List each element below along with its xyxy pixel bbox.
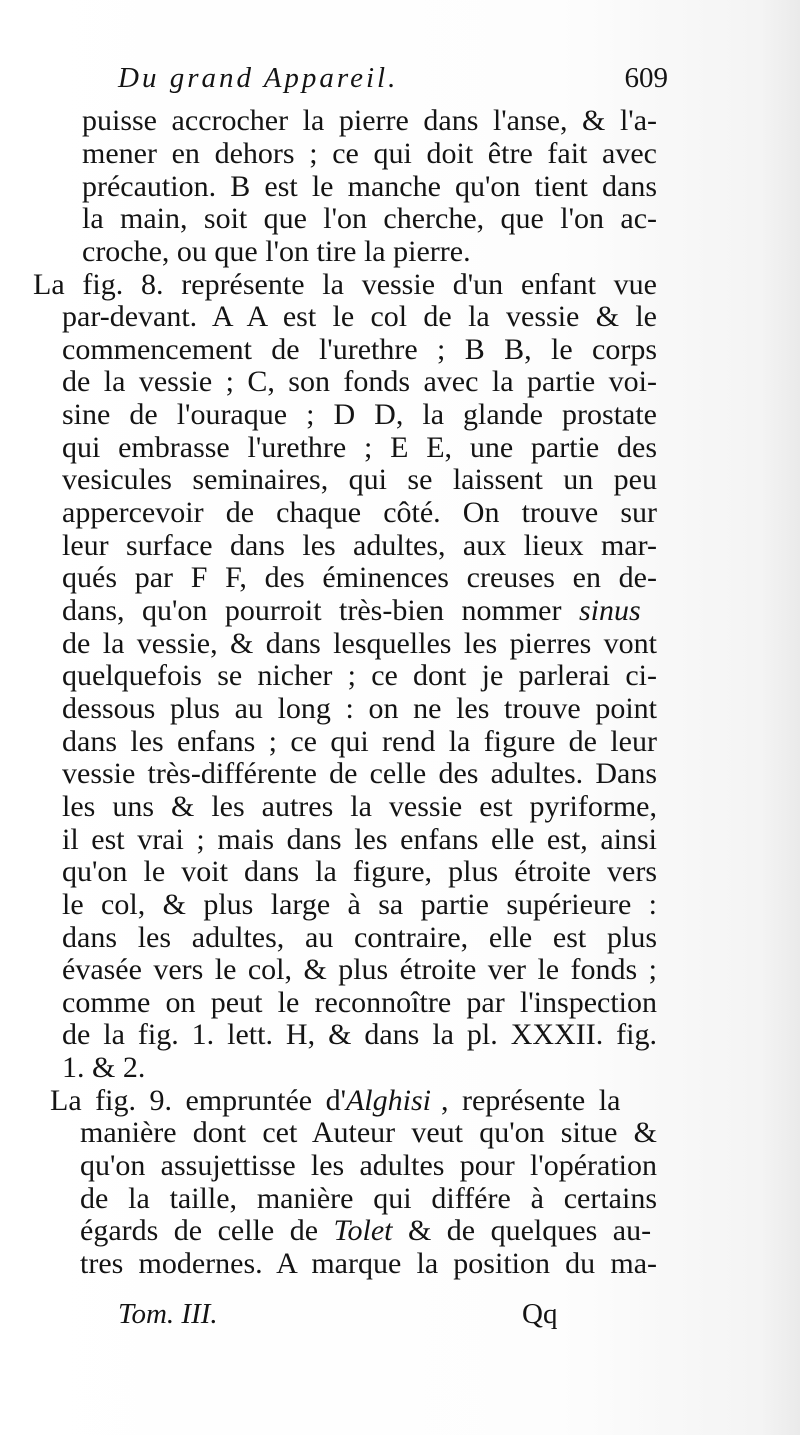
italic-name: Alghisi (345, 1084, 431, 1117)
text-line: il est vrai ; mais dans les enfans elle est, ainsi (62, 823, 657, 856)
text-line: sine de l'ouraque ; D D, la glande prostate (62, 398, 657, 431)
page-footer (118, 1298, 568, 1338)
text-line: de la taille, manière qui différe à certains (80, 1182, 657, 1215)
running-title: Du grand Appareil. (118, 62, 399, 94)
volume-label: Tom. III. (118, 1298, 218, 1330)
text-segment: dans, qu'on pourroit très-bien nommer (62, 594, 562, 627)
text-line: mener en dehors ; ce qui doit être fait avec (82, 137, 657, 170)
text-line: de la vessie, & dans lesquelles les pierres vont (62, 627, 657, 660)
running-header (118, 62, 668, 106)
text-line: manière dont cet Auteur veut qu'on situe & (80, 1116, 657, 1149)
text-line: qu'on assujettisse les adultes pour l'opération (80, 1149, 657, 1182)
paragraph-start-line: La fig. 8. représente la vessie d'un enfant vue (33, 268, 657, 301)
text-line (80, 1215, 657, 1248)
text-segment: , représente la (441, 1084, 621, 1117)
text-line: 1. & 2. (62, 1051, 146, 1084)
text-line: qu'on le voit dans la figure, plus étroite vers (62, 855, 657, 888)
text-line: dans les enfans ; ce qui rend la figure de leur (62, 725, 657, 758)
text-line: la main, soit que l'on cherche, que l'on ac- (82, 202, 657, 235)
italic-name: Tolet (333, 1214, 393, 1247)
text-line: croche, ou que l'on tire la pierre. (82, 235, 471, 268)
text-line: les uns & les autres la vessie est pyriforme, (62, 790, 657, 823)
text-line (62, 595, 657, 628)
text-segment: égards de celle de (80, 1214, 319, 1247)
text-line: évasée vers le col, & plus étroite ver le fonds ; (62, 953, 657, 986)
text-line: précaution. B est le manche qu'on tient dans (82, 170, 657, 203)
text-line: dessous plus au long : on ne les trouve point (62, 692, 657, 725)
text-line: leur surface dans les adultes, aux lieux mar- (62, 529, 657, 562)
text-line: tres modernes. A marque la position du ma- (80, 1247, 657, 1280)
text-line: comme on peut le reconnoître par l'inspection (62, 986, 657, 1019)
text-line: quelquefois se nicher ; ce dont je parlerai ci- (62, 659, 657, 692)
text-segment: La fig. 9. empruntée d' (50, 1084, 346, 1117)
italic-term: sinus (578, 594, 641, 627)
text-segment: & de quelques au- (407, 1214, 652, 1247)
text-line: dans les adultes, au contraire, elle est plus (62, 921, 657, 954)
text-line: vessie très-différente de celle des adultes. Dans (62, 757, 657, 790)
page-number: 609 (624, 62, 668, 94)
text-line: le col, & plus large à sa partie supérieure : (62, 888, 657, 921)
paragraph-start-line (50, 1085, 657, 1118)
text-line: qués par F F, des éminences creuses en de- (62, 561, 657, 594)
signature-mark: Qq (522, 1298, 558, 1330)
text-line: qui embrasse l'urethre ; E E, une partie des (62, 431, 657, 464)
text-line: vesicules seminaires, qui se laissent un peu (62, 463, 657, 496)
text-line: par-devant. A A est le col de la vessie & le (62, 300, 657, 333)
text-line: appercevoir de chaque côté. On trouve sur (62, 496, 657, 529)
text-line: commencement de l'urethre ; B B, le corps (62, 333, 657, 366)
text-line: puisse accrocher la pierre dans l'anse, & l'a- (82, 104, 657, 137)
text-line: de la fig. 1. lett. H, & dans la pl. XXXII. fig. (62, 1018, 657, 1051)
text-line: de la vessie ; C, son fonds avec la partie voi- (62, 365, 657, 398)
